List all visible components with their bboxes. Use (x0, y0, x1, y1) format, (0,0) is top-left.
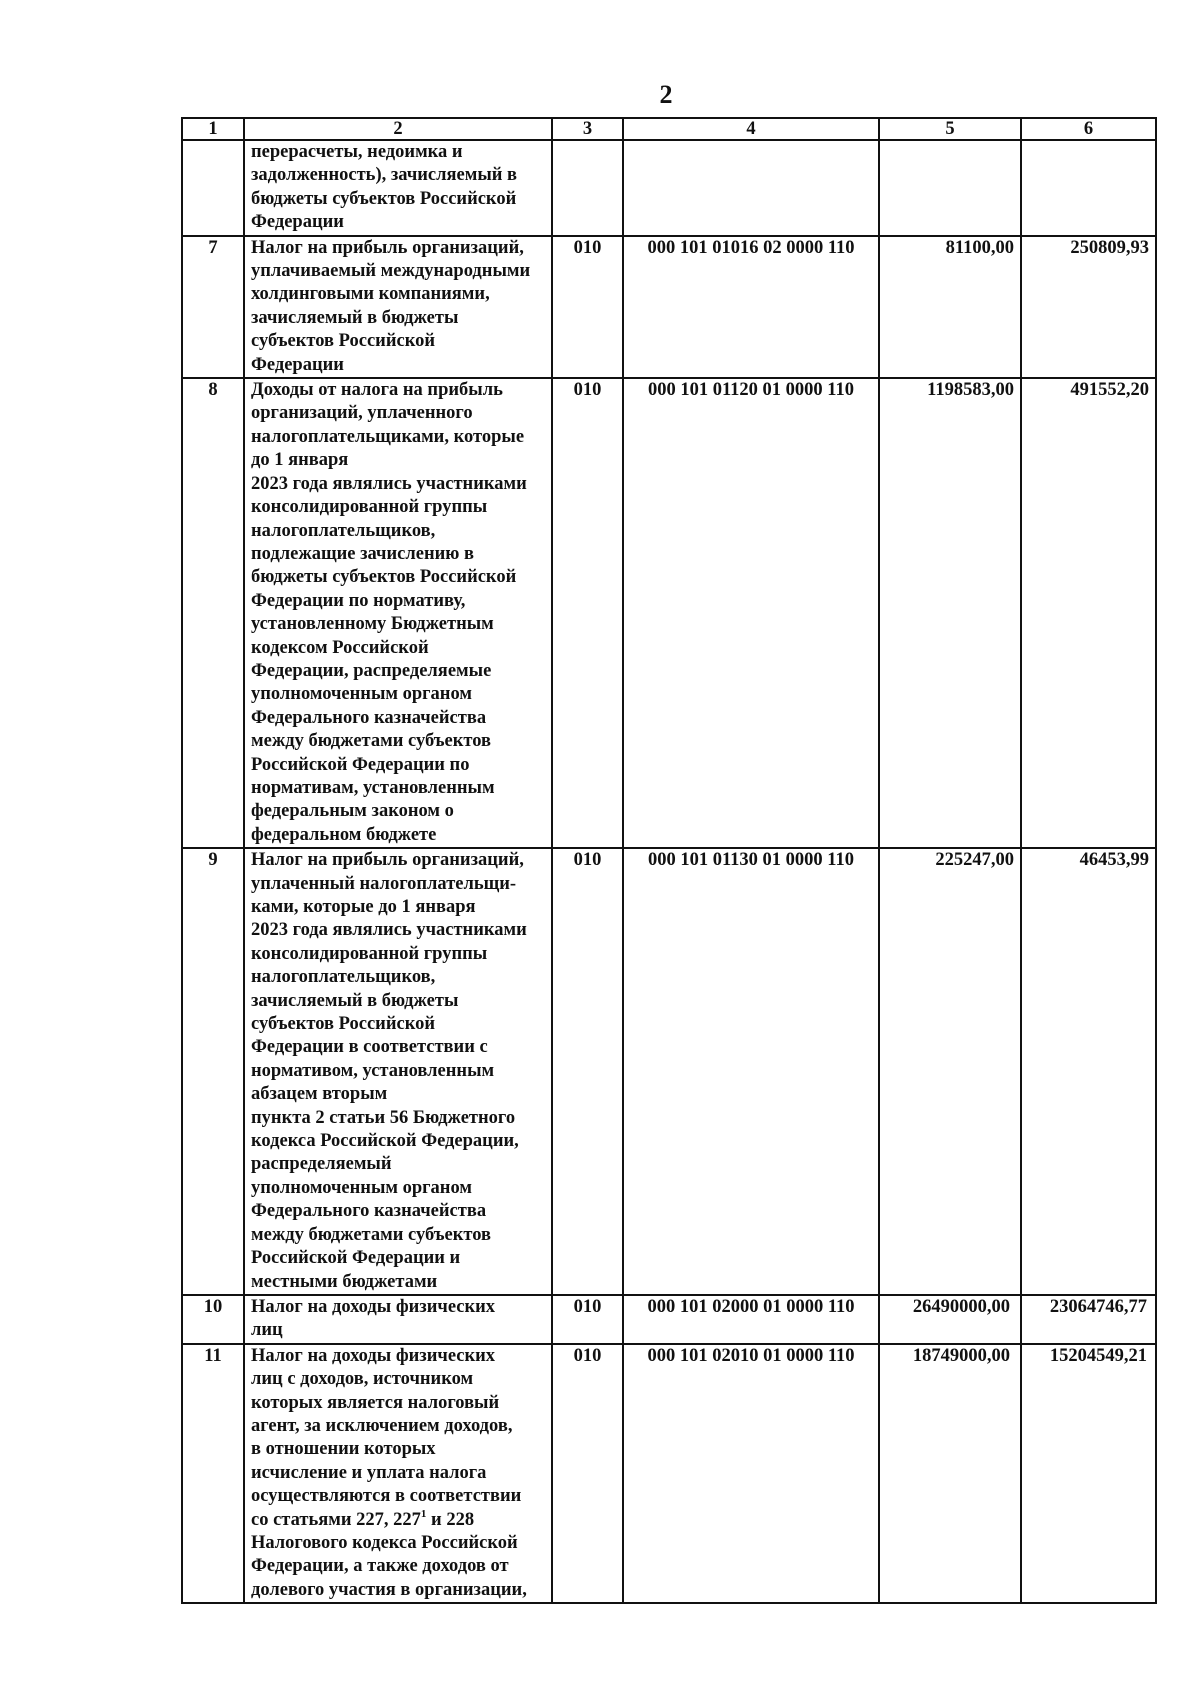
row-col5-cell: 1198583,00 (879, 378, 1021, 848)
row-number-cell: 8 (182, 378, 244, 848)
row-code-cell: 010 (552, 378, 623, 848)
article-superscript: 1 (420, 1507, 427, 1520)
row-kbk-cell: 000 101 01130 01 0000 110 (623, 848, 879, 1295)
row-code-cell: 010 (552, 1295, 623, 1344)
header-col-6: 6 (1021, 118, 1156, 140)
row-name-line: Федерации, распределяемые (251, 660, 492, 681)
row-name-cell (244, 378, 552, 848)
row-name-line: агент, за исключением доходов, (251, 1415, 513, 1436)
row-name-line: распределяемый (251, 1154, 392, 1175)
row-name-line: Доходы от налога на прибыль (251, 380, 503, 401)
budget-table-container (181, 117, 1155, 1604)
row-name-line: налогоплательщиков, (251, 520, 436, 541)
article-reference-suffix: и 228 (426, 1509, 475, 1530)
row-number-cell: 9 (182, 848, 244, 1295)
row-name-line: бюджеты субъектов Российской (251, 188, 517, 209)
table-row-continuation (182, 140, 1156, 236)
row-name-line: долевого участия в организации, (251, 1579, 527, 1600)
row-name-line: холдинговыми компаниями, (251, 284, 490, 305)
row-col5-cell: 18749000,00 (879, 1344, 1021, 1603)
row-name-line: налогоплательщиками, которые (251, 426, 525, 447)
row-name-line: осуществляются в соответствии (251, 1486, 522, 1507)
header-col-4: 4 (623, 118, 879, 140)
row-name-line: кодекса Российской Федерации, (251, 1131, 519, 1152)
row-name-line: субъектов Российской (251, 331, 436, 352)
row-code-cell: 010 (552, 848, 623, 1295)
row-kbk-cell: 000 101 02010 01 0000 110 (623, 1344, 879, 1603)
row-kbk-cell (623, 140, 879, 236)
row-name-line: налогоплательщиков, (251, 967, 436, 988)
row-name-line: зачисляемый в бюджеты (251, 990, 459, 1011)
row-name-line: между бюджетами субъектов (251, 731, 492, 752)
row-name-line: зачисляемый в бюджеты (251, 307, 459, 328)
row-name-line: которых является налоговый (251, 1392, 500, 1413)
row-name-line: федеральным законом о (251, 801, 454, 822)
row-name-line: уполномоченным органом (251, 1177, 472, 1198)
row-name-cell (244, 1344, 552, 1603)
row-name-line: уплаченный налогоплательщи- (251, 873, 517, 894)
header-col-2: 2 (244, 118, 552, 140)
row-name-cell (244, 848, 552, 1295)
table-row (182, 1344, 1156, 1603)
row-name-line: организаций, уплаченного (251, 403, 473, 424)
row-name-line: лиц с доходов, источником (251, 1369, 474, 1390)
row-name-line: Федерации по нормативу, (251, 590, 466, 611)
row-code-cell: 010 (552, 236, 623, 378)
row-name-line: Федерации, а также доходов от (251, 1556, 509, 1577)
table-row (182, 236, 1156, 378)
row-name-line: 2023 года являлись участниками (251, 920, 527, 941)
row-col6-cell: 491552,20 (1021, 378, 1156, 848)
page-number: 2 (659, 80, 673, 109)
row-col5-cell: 81100,00 (879, 236, 1021, 378)
row-name-line: ками, которые до 1 января (251, 897, 476, 917)
row-name-line: Налог на прибыль организаций, (251, 237, 524, 258)
row-col6-cell: 23064746,77 (1021, 1295, 1156, 1344)
row-col5-cell (879, 140, 1021, 236)
row-name-line: Российской Федерации по (251, 754, 470, 775)
table-header-row (182, 118, 1156, 140)
table-row (182, 1295, 1156, 1344)
row-col6-cell: 15204549,21 (1021, 1344, 1156, 1603)
row-code-cell (552, 140, 623, 236)
row-name-line: перерасчеты, недоимка и (251, 142, 463, 162)
article-reference-text: со статьями 227, 227 (251, 1509, 421, 1530)
row-col6-cell: 250809,93 (1021, 236, 1156, 378)
table-row (182, 848, 1156, 1295)
row-number-cell: 10 (182, 1295, 244, 1344)
row-name-line: консолидированной группы (251, 943, 488, 964)
row-name-line: Налогового кодекса Российской (251, 1532, 518, 1553)
row-name-line: консолидированной группы (251, 497, 488, 518)
row-name-line: федеральном бюджете (251, 824, 437, 845)
row-name-line: Налог на доходы физических (251, 1296, 496, 1317)
row-name-line: пункта 2 статьи 56 Бюджетного (251, 1107, 516, 1128)
row-code-cell: 010 (552, 1344, 623, 1603)
row-name-cell (244, 236, 552, 378)
row-name-line: местными бюджетами (251, 1271, 438, 1292)
row-kbk-cell: 000 101 01016 02 0000 110 (623, 236, 879, 378)
row-name-line: уполномоченным органом (251, 684, 472, 705)
row-name-line: абзацем вторым (251, 1084, 388, 1105)
row-col6-cell (1021, 140, 1156, 236)
row-kbk-cell: 000 101 02000 01 0000 110 (623, 1295, 879, 1344)
row-kbk-cell: 000 101 01120 01 0000 110 (623, 378, 879, 848)
row-name-line: 2023 года являлись участниками (251, 473, 527, 494)
row-col5-cell: 26490000,00 (879, 1295, 1021, 1344)
header-col-3: 3 (552, 118, 623, 140)
budget-income-table (181, 117, 1157, 1604)
row-col6-cell: 46453,99 (1021, 848, 1156, 1295)
row-name-line: Российской Федерации и (251, 1248, 461, 1269)
row-name-line: установленному Бюджетным (251, 614, 494, 635)
row-name-line: Налог на доходы физических (251, 1345, 496, 1366)
row-name-line: Налог на прибыль организаций, (251, 850, 524, 871)
row-name-line: Федерального казначейства (251, 707, 487, 728)
row-name-line: кодексом Российской (251, 637, 429, 658)
row-name-line: исчисление и уплата налога (251, 1462, 487, 1483)
row-name-line: лиц (251, 1320, 283, 1341)
row-name-line: между бюджетами субъектов (251, 1224, 492, 1245)
row-name-line: нормативом, установленным (251, 1060, 495, 1081)
row-name-line: в отношении которых (251, 1439, 436, 1460)
row-name-line: Федерального казначейства (251, 1201, 487, 1222)
row-number-cell: 11 (182, 1344, 244, 1603)
row-number-cell: 7 (182, 236, 244, 378)
row-col5-cell: 225247,00 (879, 848, 1021, 1295)
row-name-line: Федерации в соответствии с (251, 1037, 488, 1058)
header-col-5: 5 (879, 118, 1021, 140)
row-name-line: нормативам, установленным (251, 777, 495, 798)
row-name-line-with-superscript (251, 1509, 545, 1532)
header-col-1: 1 (182, 118, 244, 140)
row-name-cell (244, 140, 552, 236)
row-name-line: задолженность), зачисляемый в (251, 165, 518, 186)
row-name-line: подлежащие зачислению в (251, 543, 475, 564)
row-name-line: Федерации (251, 354, 344, 375)
table-row (182, 378, 1156, 848)
row-number-cell (182, 140, 244, 236)
row-name-line: субъектов Российской (251, 1014, 436, 1035)
row-name-line: уплачиваемый международными (251, 261, 531, 282)
row-name-line: бюджеты субъектов Российской (251, 567, 517, 588)
row-name-line: Федерации (251, 212, 344, 233)
row-name-line: до 1 января (251, 450, 349, 471)
row-name-cell (244, 1295, 552, 1344)
